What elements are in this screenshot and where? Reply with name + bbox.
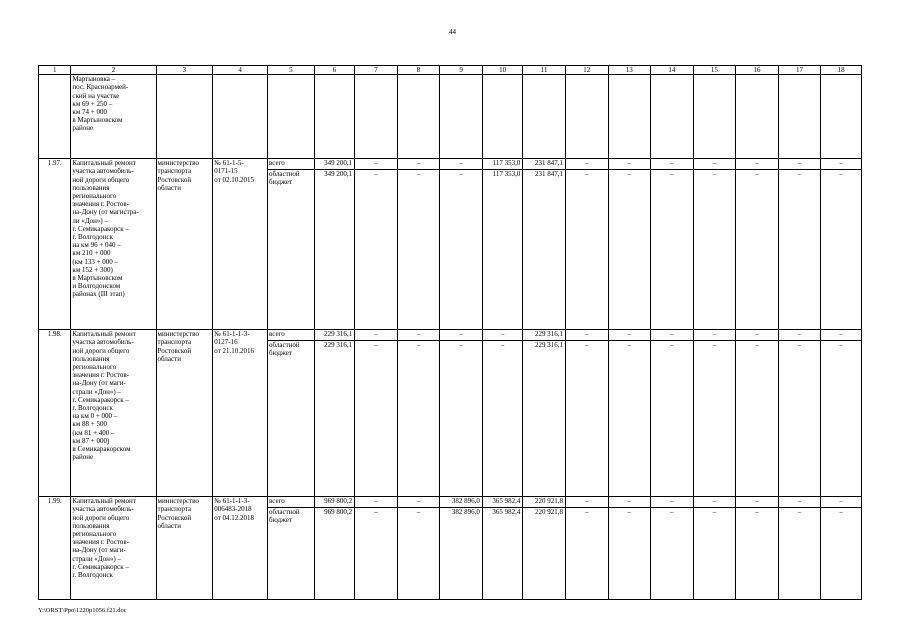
funding-source-cell: областной бюджет — [268, 508, 315, 600]
value-cell: – — [397, 330, 440, 341]
value-cell: – — [736, 159, 779, 170]
empty-cell — [608, 75, 651, 159]
value-cell: – — [565, 497, 608, 508]
value-cell: – — [778, 341, 821, 497]
value-cell: – — [693, 330, 736, 341]
value-cell: – — [736, 497, 779, 508]
row-number-cell: 1.98. — [39, 330, 71, 497]
object-name-cell: Капитальный ремонт участка автомобиль- ной дороги общего пользования регионального значения г. Ростов- на-Дону (от маги- страли «Дон») – г. Семикаракорск – г. Волгодонск — [71, 497, 156, 600]
document-cell: № 61-1-1-3- 0127-16 от 21.10.2016 — [213, 330, 268, 497]
value-cell: – — [565, 330, 608, 341]
funding-source-cell: всего — [268, 330, 315, 341]
column-number: 15 — [693, 66, 736, 75]
value-cell: – — [565, 508, 608, 600]
page-number: 44 — [449, 28, 456, 36]
object-name-cell: Мартыновка – пос. Красноармей- ский на участке км 69 + 250 – км 74 + 000 в Мартыновском районе — [71, 75, 156, 159]
column-number: 6 — [314, 66, 355, 75]
column-number-row — [39, 66, 862, 75]
value-cell: – — [608, 159, 651, 170]
empty-cell — [523, 75, 566, 159]
empty-cell — [778, 75, 821, 159]
empty-cell — [314, 75, 355, 159]
value-cell: 969 800,2 — [314, 497, 355, 508]
value-cell: – — [821, 170, 862, 330]
value-cell: 117 353,0 — [482, 159, 523, 170]
value-cell: 229 316,1 — [314, 341, 355, 497]
value-cell: – — [608, 170, 651, 330]
value-cell: – — [651, 330, 694, 341]
value-cell: – — [821, 341, 862, 497]
value-cell: 231 847,1 — [523, 170, 566, 330]
value-cell: – — [651, 341, 694, 497]
value-cell: 365 982,4 — [482, 508, 523, 600]
value-cell: – — [651, 159, 694, 170]
value-cell: 382 896,0 — [440, 508, 483, 600]
row-number-cell: 1.97. — [39, 159, 71, 330]
value-cell: – — [693, 508, 736, 600]
funding-source-cell: всего — [268, 159, 315, 170]
value-cell: – — [482, 341, 523, 497]
value-cell: – — [355, 341, 398, 497]
value-cell: – — [778, 159, 821, 170]
value-cell: – — [778, 497, 821, 508]
value-cell: – — [821, 508, 862, 600]
value-cell: – — [693, 170, 736, 330]
value-cell: – — [397, 159, 440, 170]
empty-cell — [565, 75, 608, 159]
value-cell: 349 200,1 — [314, 170, 355, 330]
value-cell: – — [565, 170, 608, 330]
value-cell: – — [736, 341, 779, 497]
empty-cell — [268, 75, 315, 159]
value-cell: 969 800,2 — [314, 508, 355, 600]
value-cell: – — [608, 341, 651, 497]
table-row — [39, 330, 862, 341]
value-cell: – — [651, 508, 694, 600]
column-number: 9 — [440, 66, 483, 75]
value-cell: 349 200,1 — [314, 159, 355, 170]
column-number: 11 — [523, 66, 566, 75]
value-cell: – — [693, 341, 736, 497]
value-cell: – — [651, 170, 694, 330]
table-row — [39, 497, 862, 508]
value-cell: – — [736, 170, 779, 330]
empty-cell — [693, 75, 736, 159]
empty-cell — [355, 75, 398, 159]
table-row — [39, 159, 862, 170]
value-cell: – — [440, 330, 483, 341]
column-number: 2 — [71, 66, 156, 75]
program-table — [38, 65, 862, 600]
document-cell: № 61-1-5- 0171-15 от 02.10.2015 — [213, 159, 268, 330]
value-cell: – — [565, 159, 608, 170]
empty-cell — [397, 75, 440, 159]
value-cell: – — [608, 330, 651, 341]
ministry-cell: министерство транспорта Ростовской области — [156, 330, 213, 497]
empty-cell — [821, 75, 862, 159]
row-number-cell: 1.99. — [39, 497, 71, 600]
ministry-cell: министерство транспорта Ростовской области — [156, 159, 213, 330]
empty-cell — [213, 75, 268, 159]
column-number: 7 — [355, 66, 398, 75]
document-cell: № 61-1-1-3- 006483-2018 от 04.12.2018 — [213, 497, 268, 600]
value-cell: – — [482, 330, 523, 341]
value-cell: – — [440, 341, 483, 497]
value-cell: – — [440, 159, 483, 170]
value-cell: – — [355, 497, 398, 508]
row-number-cell — [39, 75, 71, 159]
value-cell: 382 896,0 — [440, 497, 483, 508]
empty-cell — [156, 75, 213, 159]
value-cell: 231 847,1 — [523, 159, 566, 170]
value-cell: 365 982,4 — [482, 497, 523, 508]
value-cell: – — [778, 170, 821, 330]
column-number: 13 — [608, 66, 651, 75]
object-name-cell: Капитальный ремонт участка автомобиль- ной дороги общего пользования регионального значения г. Ростов- на-Дону (от магистра- ли «Дон») – г. Семикаракорск – г. Волгодонск на км 96 + 040 – км 210 + 000 (км 133 + 000 – км 152 + 300) в Мартыновском и Волгодонском районах (III этап) — [71, 159, 156, 330]
value-cell: 220 921,8 — [523, 508, 566, 600]
value-cell: – — [736, 330, 779, 341]
value-cell: 229 316,1 — [523, 330, 566, 341]
column-number: 1 — [39, 66, 71, 75]
value-cell: – — [608, 497, 651, 508]
value-cell: – — [778, 330, 821, 341]
value-cell: – — [693, 497, 736, 508]
value-cell: – — [355, 170, 398, 330]
value-cell: – — [778, 508, 821, 600]
value-cell: – — [440, 170, 483, 330]
ministry-cell: министерство транспорта Ростовской области — [156, 497, 213, 600]
value-cell: – — [736, 508, 779, 600]
value-cell: – — [355, 330, 398, 341]
continuation-row — [39, 75, 862, 159]
funding-source-cell: всего — [268, 497, 315, 508]
column-number: 16 — [736, 66, 779, 75]
empty-cell — [440, 75, 483, 159]
column-number: 5 — [268, 66, 315, 75]
value-cell: – — [397, 508, 440, 600]
value-cell: – — [821, 159, 862, 170]
value-cell: – — [608, 508, 651, 600]
file-path-footer: Y:\ORST\Ppo\1220p1056.f21.doc — [38, 607, 127, 614]
value-cell: – — [397, 170, 440, 330]
column-number: 18 — [821, 66, 862, 75]
value-cell: – — [693, 159, 736, 170]
value-cell: 220 921,8 — [523, 497, 566, 508]
value-cell: – — [821, 330, 862, 341]
empty-cell — [736, 75, 779, 159]
value-cell: 229 316,1 — [314, 330, 355, 341]
column-number: 3 — [156, 66, 213, 75]
column-number: 10 — [482, 66, 523, 75]
value-cell: 117 353,0 — [482, 170, 523, 330]
value-cell: 229 316,1 — [523, 341, 566, 497]
object-name-cell: Капитальный ремонт участка автомобиль- ной дороги общего пользования регионального значения г. Ростов- на-Дону (от маги- страли «Дон») – г. Семикаракорск – г. Волгодонск на км 0 + 000 – км 88 + 500 (км 81 + 400 – км 87 + 000) в Семикаракорском районе — [71, 330, 156, 497]
funding-source-cell: областной бюджет — [268, 170, 315, 330]
column-number: 4 — [213, 66, 268, 75]
empty-cell — [482, 75, 523, 159]
value-cell: – — [355, 508, 398, 600]
column-number: 14 — [651, 66, 694, 75]
column-number: 8 — [397, 66, 440, 75]
value-cell: – — [651, 497, 694, 508]
column-number: 12 — [565, 66, 608, 75]
value-cell: – — [821, 497, 862, 508]
value-cell: – — [355, 159, 398, 170]
value-cell: – — [397, 341, 440, 497]
value-cell: – — [565, 341, 608, 497]
empty-cell — [651, 75, 694, 159]
column-number: 17 — [778, 66, 821, 75]
value-cell: – — [397, 497, 440, 508]
funding-source-cell: областной бюджет — [268, 341, 315, 497]
